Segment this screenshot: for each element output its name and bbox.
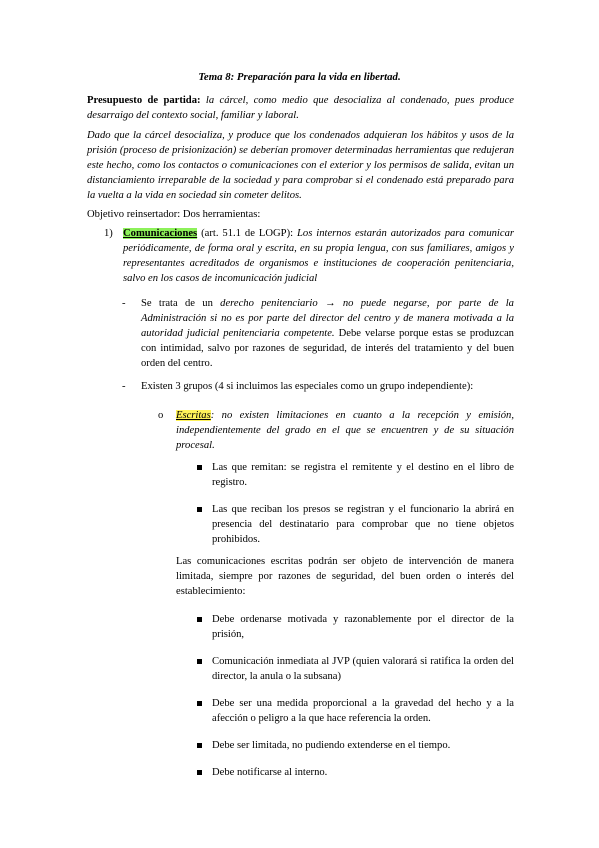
bullet-square-icon <box>197 701 202 706</box>
comunicaciones-text: Los internos estarán autorizados para comunicar periódicamente, de forma oral y escrita, en su propia lengua, con sus familiares, amigos y representantes acreditados de organismos e instituciones de cooperación penitenciaria, salvo en los casos de incomunicación judicial <box>123 228 514 284</box>
derecho-penitenciario-item <box>141 296 514 371</box>
presupuesto-label: Presupuesto de partida: <box>87 95 201 106</box>
escritas-marker: o <box>158 410 164 421</box>
escritas-text: : no existen limitaciones en cuanto a la recepción y emisión, independientemente del grado en el que se encuentren y de su situación procesal. <box>176 410 514 451</box>
list-item: Las que remitan: se registra el remitente y el destino en el libro de registro. <box>212 462 514 488</box>
dash1-pre: Se trata de un <box>141 298 221 309</box>
escritas-highlight: Escritas <box>176 410 211 421</box>
presupuesto-paragraph <box>87 93 514 123</box>
escritas-item <box>176 408 514 453</box>
intervencion-paragraph: Las comunicaciones escritas podrán ser objeto de intervención de manera limitada, siempre por razones de seguridad, del buen orden o interés del establecimiento: <box>176 556 514 597</box>
comunicaciones-item <box>123 226 514 286</box>
bullet-square-icon <box>197 770 202 775</box>
comunicaciones-ref: (art. 51.1 de LOGP): <box>197 228 297 239</box>
intro-paragraph: Dado que la cárcel desocializa, y produce que los condenados adquieran los hábitos y usos de la prisión (proceso de prisionización) se deberían promover determinadas herramientas que redujeran este hecho, como los contactos o comunicaciones con el exterior y los permisos de salida, evitan un distanciamiento irreparable de la sociedad y para comprobar si el condenado está preparado para la vuelta a la vida en sociedad sin cometer delitos. <box>87 130 514 201</box>
bullet-square-icon <box>197 743 202 748</box>
bullet-square-icon <box>197 659 202 664</box>
item1-marker: 1) <box>104 228 113 239</box>
list-item: Comunicación inmediata al JVP (quien valorará si ratifica la orden del director, la anula o la subsana) <box>212 656 514 682</box>
page-title: Tema 8: Preparación para la vida en libertad. <box>198 71 401 83</box>
dash1-marker: - <box>122 298 126 309</box>
list-item: Debe ordenarse motivada y razonablemente por el director de la prisión, <box>212 614 514 640</box>
grupos-item: Existen 3 grupos (4 si incluimos las especiales como un grupo independiente): <box>141 381 474 392</box>
objetivo-line: Objetivo reinsertador: Dos herramientas: <box>87 209 261 220</box>
dash1-post: Debe velarse porque estas se produzcan con intimidad, salvo por razones de seguridad, de interés del tratamiento y del buen orden del centro. <box>141 328 514 369</box>
list-item: Debe ser limitada, no pudiendo extenderse en el tiempo. <box>212 740 451 751</box>
bullet-square-icon <box>197 465 202 470</box>
bullet-square-icon <box>197 507 202 512</box>
list-item: Las que reciban los presos se registran y el funcionario la abrirá en presencia del destinatario para comprobar que no tiene objetos prohibidos. <box>212 504 514 545</box>
presupuesto-text: la cárcel, como medio que desocializa al condenado, pues produce desarraigo del contexto social, familiar y laboral. <box>87 95 514 121</box>
bullet-square-icon <box>197 617 202 622</box>
dash2-marker: - <box>122 381 126 392</box>
list-item: Debe notificarse al interno. <box>212 767 328 778</box>
comunicaciones-highlight: Comunicaciones <box>123 228 198 239</box>
dash1-italic: derecho penitenciario → no puede negarse, por parte de la Administración si no es por parte del director del centro y de manera motivada a la autoridad judicial penitenciaria competente. <box>141 298 514 339</box>
list-item: Debe ser una medida proporcional a la gravedad del hecho y a la afección o peligro a la que hace referencia la orden. <box>212 698 514 724</box>
